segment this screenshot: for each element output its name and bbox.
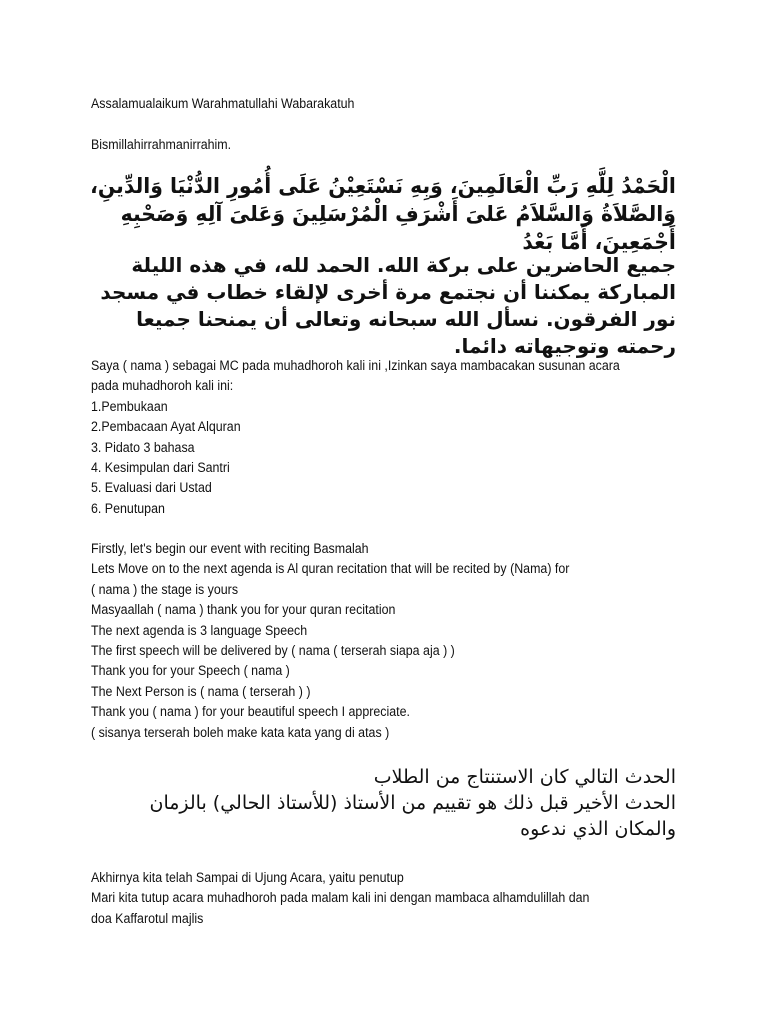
arabic-welcome-line: جميع الحاضرين على بركة الله. الحمد لله، في هذه الليلة: [131, 253, 676, 277]
english-line: Firstly, let's begin our event with reciting Basmalah: [91, 541, 369, 556]
arabic-closing-line: والمكان الذي ندعوه: [520, 818, 676, 840]
closing-line: Mari kita tutup acara muhadhoroh pada malam kali ini dengan mambaca alhamdulillah dan: [91, 890, 590, 906]
arabic-welcome-line: المباركة يمكننا أن نجتمع مرة أخرى لإلقاء خطاب في مسجد: [100, 280, 676, 304]
intro-line: pada muhadhoroh kali ini:: [91, 378, 234, 394]
english-line: ( nama ) the stage is yours: [91, 581, 239, 597]
english-line: The first speech will be delivered by ( nama ( terserah siapa aja ) ): [91, 643, 455, 659]
agenda-item: 4. Kesimpulan dari Santri: [91, 460, 230, 476]
arabic-opening-prayer: [90, 172, 676, 256]
english-line: Thank you ( nama ) for your beautiful speech I appreciate.: [91, 704, 410, 720]
closing-line: doa Kaffarotul majlis: [91, 910, 204, 926]
agenda-item: 1.Pembukaan: [91, 398, 168, 414]
bismillah-line: Bismillahirrahmanirrahim.: [91, 137, 232, 152]
arabic-welcome-paragraph: [100, 252, 676, 360]
arabic-opening-line: أَجْمَعِينَ، أَمَّا بَعْدُ: [522, 230, 676, 254]
agenda-item: 6. Penutupan: [91, 500, 165, 516]
english-line: Thank you for your Speech ( nama ): [91, 663, 290, 679]
english-line: Lets Move on to the next agenda is Al quran recitation that will be recited by (Nama) for: [91, 561, 570, 577]
greeting-line: Assalamualaikum Warahmatullahi Wabarakatuh: [91, 96, 355, 111]
closing-line: Akhirnya kita telah Sampai di Ujung Acara, yaitu penutup: [91, 870, 404, 885]
arabic-opening-line: وَالصَّلاَةُ وَالسَّلاَمُ عَلىَ أَشْرَفِ الْمُرْسَلِينَ وَعَلىَ آلِهِ وَصَحْبِهِ: [120, 202, 677, 226]
arabic-closing-paragraph: [149, 764, 676, 842]
agenda-item: 5. Evaluasi dari Ustad: [91, 480, 212, 496]
arabic-welcome-line: رحمته وتوجيهاته دائما.: [453, 334, 676, 358]
english-line: Masyaallah ( nama ) thank you for your quran recitation: [91, 602, 396, 618]
arabic-closing-line: الحدث الأخير قبل ذلك هو تقييم من الأستاذ (للأستاذ الحالي) بالزمان: [149, 792, 676, 814]
english-line: ( sisanya terserah boleh make kata kata yang di atas ): [91, 724, 390, 740]
agenda-item: 3. Pidato 3 bahasa: [91, 439, 195, 455]
agenda-intro-block: [91, 356, 620, 519]
closing-block: [91, 868, 589, 929]
english-line: The next agenda is 3 language Speech: [91, 622, 308, 638]
english-line: The Next Person is ( nama ( terserah ) ): [91, 683, 311, 699]
arabic-closing-line: الحدث التالي كان الاستنتاج من الطلاب: [373, 766, 676, 788]
intro-line: Saya ( nama ) sebagai MC pada muhadhoroh kali ini ,Izinkan saya mambacakan susunan acara: [91, 358, 620, 373]
english-script-block: [91, 539, 569, 743]
arabic-welcome-line: نور الفرقون. نسأل الله سبحانه وتعالى أن يمنحنا جميعا: [136, 307, 676, 331]
arabic-opening-line: الْحَمْدُ لِلَّهِ رَبِّ الْعَالَمِينَ، وَبِهِ نَسْتَعِيْنُ عَلَى أُمُورِ الدُّنْيَا وَالدِّينِ،: [90, 174, 676, 198]
agenda-item: 2.Pembacaan Ayat Alquran: [91, 419, 241, 435]
